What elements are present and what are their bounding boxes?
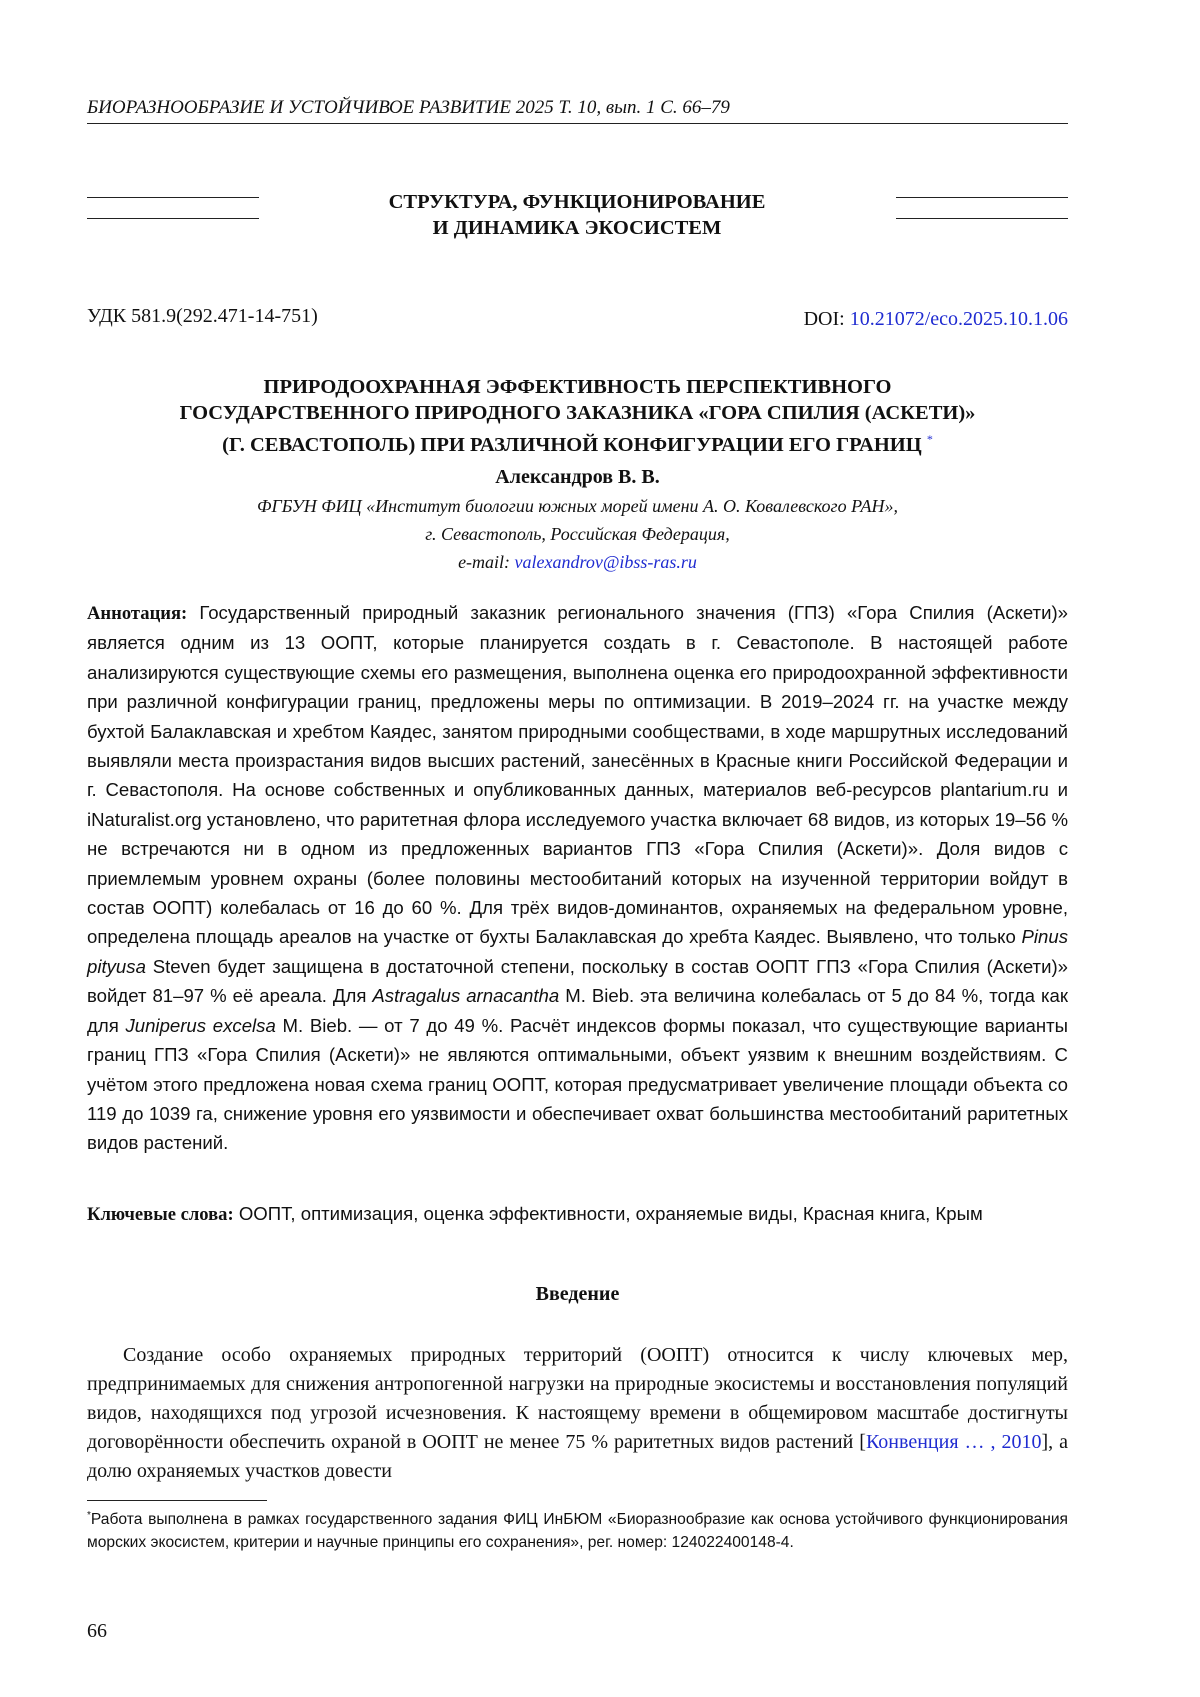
title-line [87, 426, 1068, 458]
intro-text: ], а долю охраняемых участков довести [87, 1431, 1068, 1482]
udk-code: УДК 581.9(292.471-14-751) [87, 305, 318, 327]
keywords-text: ООПТ, оптимизация, оценка эффективности, охраняемые виды, Красная книга, Крым [233, 1203, 983, 1224]
species-name: Astragalus arnacantha [372, 985, 560, 1007]
affiliation-line: ФГБУН ФИЦ «Институт биологии южных морей имени А. О. Ковалевского РАН», [256, 496, 898, 516]
species-name: Juniperus excelsa [125, 1014, 276, 1036]
abstract-text: M. Bieb. эта величина колебалась от 5 до 84 %, тогда как для [87, 985, 1068, 1036]
keywords [87, 1200, 1068, 1229]
decorative-rule [87, 218, 259, 219]
article-title [87, 374, 1068, 458]
title-line-text: (Г. СЕВАСТОПОЛЬ) ПРИ РАЗЛИЧНОЙ КОНФИГУРАЦИИ ЕГО ГРАНИЦ [222, 433, 922, 456]
decorative-rule [896, 197, 1068, 198]
doi-link[interactable]: 10.21072/eco.2025.10.1.06 [849, 308, 1068, 330]
footnote [87, 1504, 1068, 1554]
page [87, 0, 1068, 1697]
footnote-mark: * [87, 1510, 91, 1521]
page-number: 66 [87, 1620, 107, 1642]
section-title-line: И ДИНАМИКА ЭКОСИСТЕМ [432, 217, 722, 239]
intro-text: Создание особо охраняемых природных территорий (ООПТ) относится к числу ключевых мер, предпринимаемых для снижения антропогенной нагрузки на природные экосистемы и восстановления популяций видов, находящихся под угрозой исчезновения. К настоящему времени в общемировом масштабе достигнуты договорённости обеспечить охраной в ООПТ не менее 75 % раритетных видов растений [ [87, 1344, 1068, 1453]
abstract [87, 598, 1068, 1158]
author-name: Александров В. В. [495, 466, 660, 488]
abstract-text: Steven будет защищена в достаточной степени, поскольку в состав ООПТ ГПЗ «Гора Спилия (Аскети)» войдет 81–97 % её ареала. Для [87, 955, 1068, 1007]
abstract-label: Аннотация: [87, 603, 188, 624]
footnote-text: Работа выполнена в рамках государственного задания ФИЦ ИнБЮМ «Биоразнообразие как основа устойчивого функционирования морских экосистем, критерии и научные принципы его сохранения», рег. номер: 124022400148-4. [87, 1511, 1068, 1552]
abstract-text: M. Bieb. — от 7 до 49 %. Расчёт индексов формы показал, что существующие варианты границ ГПЗ «Гора Спилия (Аскети)» не являются оптимальными, объект уязвим к внешним воздействиям. С учётом этого предложена новая схема границ ООПТ, которая предусматривает увеличение площади объекта со 119 до 1039 га, снижение уровня его уязвимости и обеспечивает охват большинства местообитаний раритетных видов растений. [87, 1014, 1068, 1154]
doi [804, 308, 1068, 331]
intro-heading: Введение [535, 1283, 620, 1305]
affiliation-line: г. Севастополь, Российская Федерация, [425, 524, 730, 544]
footnote-link[interactable]: * [926, 432, 933, 446]
email-link[interactable]: valexandrov@ibss-ras.ru [514, 552, 697, 572]
email-line [87, 548, 1068, 576]
email-label: e-mail: [458, 552, 515, 572]
citation-link[interactable]: Конвенция … , 2010 [865, 1431, 1042, 1453]
abstract-text: Государственный природный заказник регионального значения (ГПЗ) «Гора Спилия (Аскети)» является одним из 13 ООПТ, которые планируется создать в г. Севастополе. В настоящей работе анализируются существующие схемы его размещения, выполнена оценка его природоохранной эффективности при различной конфигурации границ, предложены меры по оптимизации. В 2019–2024 гг. на участке между бухтой Балаклавская и хребтом Каядес, занятом природными сообществами, в ходе маршрутных исследований выявляли места произрастания видов высших растений, занесённых в Красные книги Российской Федерации и г. Севастополя. На основе собственных и опубликованных данных, материалов веб-ресурсов plantarium.ru и iNaturalist.org установлено, что раритетная флора исследуемого участка включает 68 видов, из которых 19–56 % не встречаются ни в одном из предложенных вариантов ГПЗ «Гора Спилия (Аскети)». Доля видов с приемлемым уровнем охраны (более половины местообитаний которых на изученной территории войдут в состав ООПТ) колебалась от 16 до 60 %. Для трёх видов-доминантов, охраняемых на федеральном уровне, определена площадь ареалов на участке от бухты Балаклавская до хребта Каядес. Выявлено, что только [87, 602, 1068, 948]
doi-label: DOI: [803, 308, 850, 330]
footnote-rule [87, 1500, 267, 1501]
title-line: ГОСУДАРСТВЕННОГО ПРИРОДНОГО ЗАКАЗНИКА «ГОРА СПИЛИЯ (АСКЕТИ)» [179, 402, 976, 424]
species-name: Pinus pityusa [87, 926, 1068, 977]
affiliation [87, 492, 1068, 576]
keywords-label: Ключевые слова: [87, 1204, 234, 1225]
decorative-rule [896, 218, 1068, 219]
running-head: БИОРАЗНООБРАЗИЕ И УСТОЙЧИВОЕ РАЗВИТИЕ 2025 Т. 10, вып. 1 С. 66–79 [87, 96, 1068, 124]
intro-paragraph [87, 1341, 1068, 1486]
title-line: ПРИРОДООХРАННАЯ ЭФФЕКТИВНОСТЬ ПЕРСПЕКТИВНОГО [263, 376, 892, 398]
decorative-rule [87, 197, 259, 198]
section-title [327, 189, 827, 241]
section-title-line: СТРУКТУРА, ФУНКЦИОНИРОВАНИЕ [388, 191, 766, 213]
